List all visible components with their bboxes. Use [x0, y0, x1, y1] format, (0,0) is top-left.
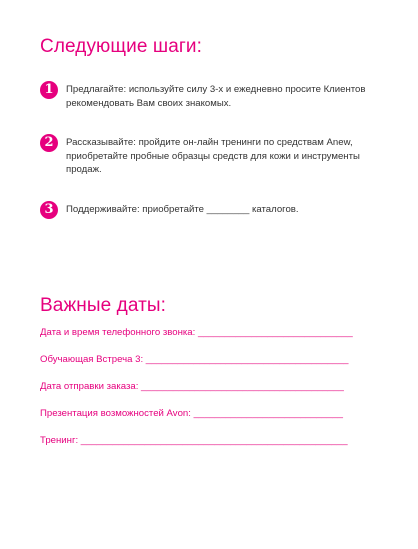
step-item: [40, 83, 380, 110]
date-field-training-meeting: Обучающая Встреча 3: ______________________________________: [40, 354, 349, 365]
next-steps-heading: Следующие шаги:: [40, 36, 203, 57]
date-field-training: Тренинг: __________________________________________________: [40, 435, 348, 446]
step-text: Рассказывайте: пройдите он-лайн тренинги по средствам Anew, приобретайте пробные образцы средств для кожи и инструменты продаж.: [66, 137, 360, 175]
step-item: [40, 203, 380, 219]
step-text: Предлагайте: используйте силу 3-х и ежедневно просите Клиентов рекомендовать Вам своих знакомых.: [66, 84, 366, 109]
important-dates-heading: Важные даты:: [40, 295, 167, 316]
step-number-badge: 1: [40, 81, 58, 99]
step-text: Поддерживайте: приобретайте ________ каталогов.: [66, 204, 299, 215]
date-field-phone-call: Дата и время телефонного звонка: _____________________________: [40, 327, 353, 338]
date-field-opportunity-presentation: Презентация возможностей Avon: ____________________________: [40, 408, 343, 419]
date-field-order-submission: Дата отправки заказа: ______________________________________: [40, 381, 344, 392]
step-number-badge: 2: [40, 134, 58, 152]
step-number-badge: 3: [40, 201, 58, 219]
step-item: [40, 136, 380, 177]
